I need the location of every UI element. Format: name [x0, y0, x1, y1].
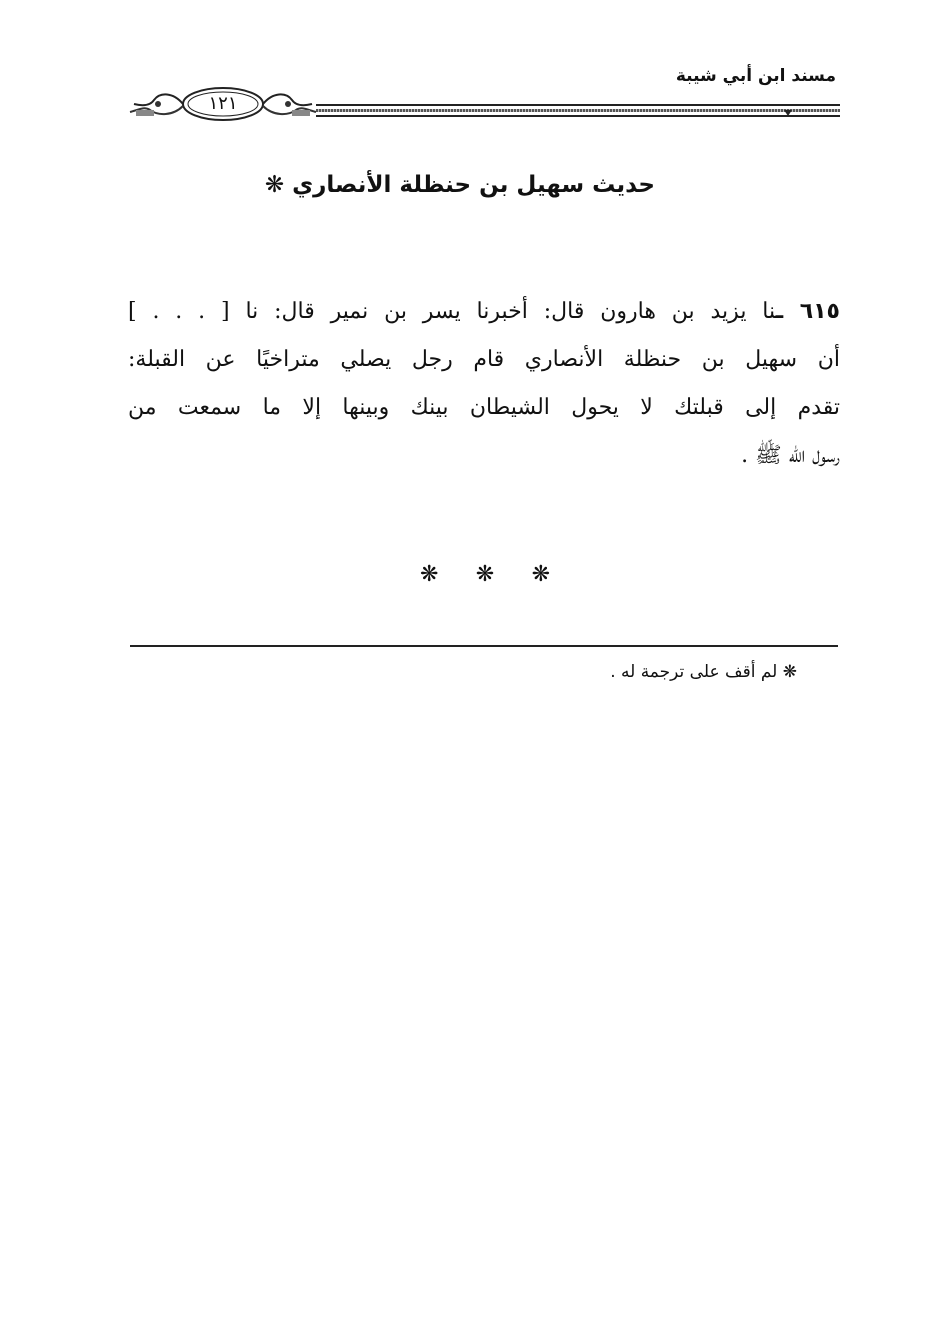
header-rule	[316, 104, 840, 118]
header-rule-middle-line	[316, 109, 840, 112]
hadith-number: ٦١٥ ـ	[775, 299, 840, 324]
chapter-heading: حديث سهيل بن حنظلة الأنصاري ❋	[264, 172, 655, 198]
footnote-divider	[130, 645, 838, 647]
header-rule-bottom-line	[316, 115, 840, 117]
page-number: ١٢١	[208, 93, 238, 114]
header-rule-top-line	[316, 104, 840, 106]
hadith-line	[128, 290, 840, 338]
separator-star-icon: ❋	[420, 562, 439, 587]
separator-star-icon: ❋	[531, 562, 550, 587]
section-separator	[420, 560, 550, 590]
hadith-line: تقدم إلى قبلتك لا يحول الشيطان بينك وبينها إلا ما سمعت من	[128, 395, 840, 420]
hadith-line-text: نا يزيد بن هارون قال: أخبرنا يسر بن نمير قال: نا [ . . . ]	[128, 299, 776, 324]
hadith-text	[128, 290, 840, 482]
footnote: ❋ لم أقف على ترجمة له .	[610, 662, 797, 682]
hadith-line: أن سهيل بن حنظلة الأنصاري قام رجل يصلي متراخيًا عن القبلة:	[128, 347, 840, 372]
hadith-line: رسول الله ﷺ .	[741, 443, 840, 468]
header-rule-marker	[784, 110, 792, 116]
running-title: مسند ابن أبي شيبة	[675, 66, 836, 86]
separator-star-icon: ❋	[475, 562, 495, 587]
